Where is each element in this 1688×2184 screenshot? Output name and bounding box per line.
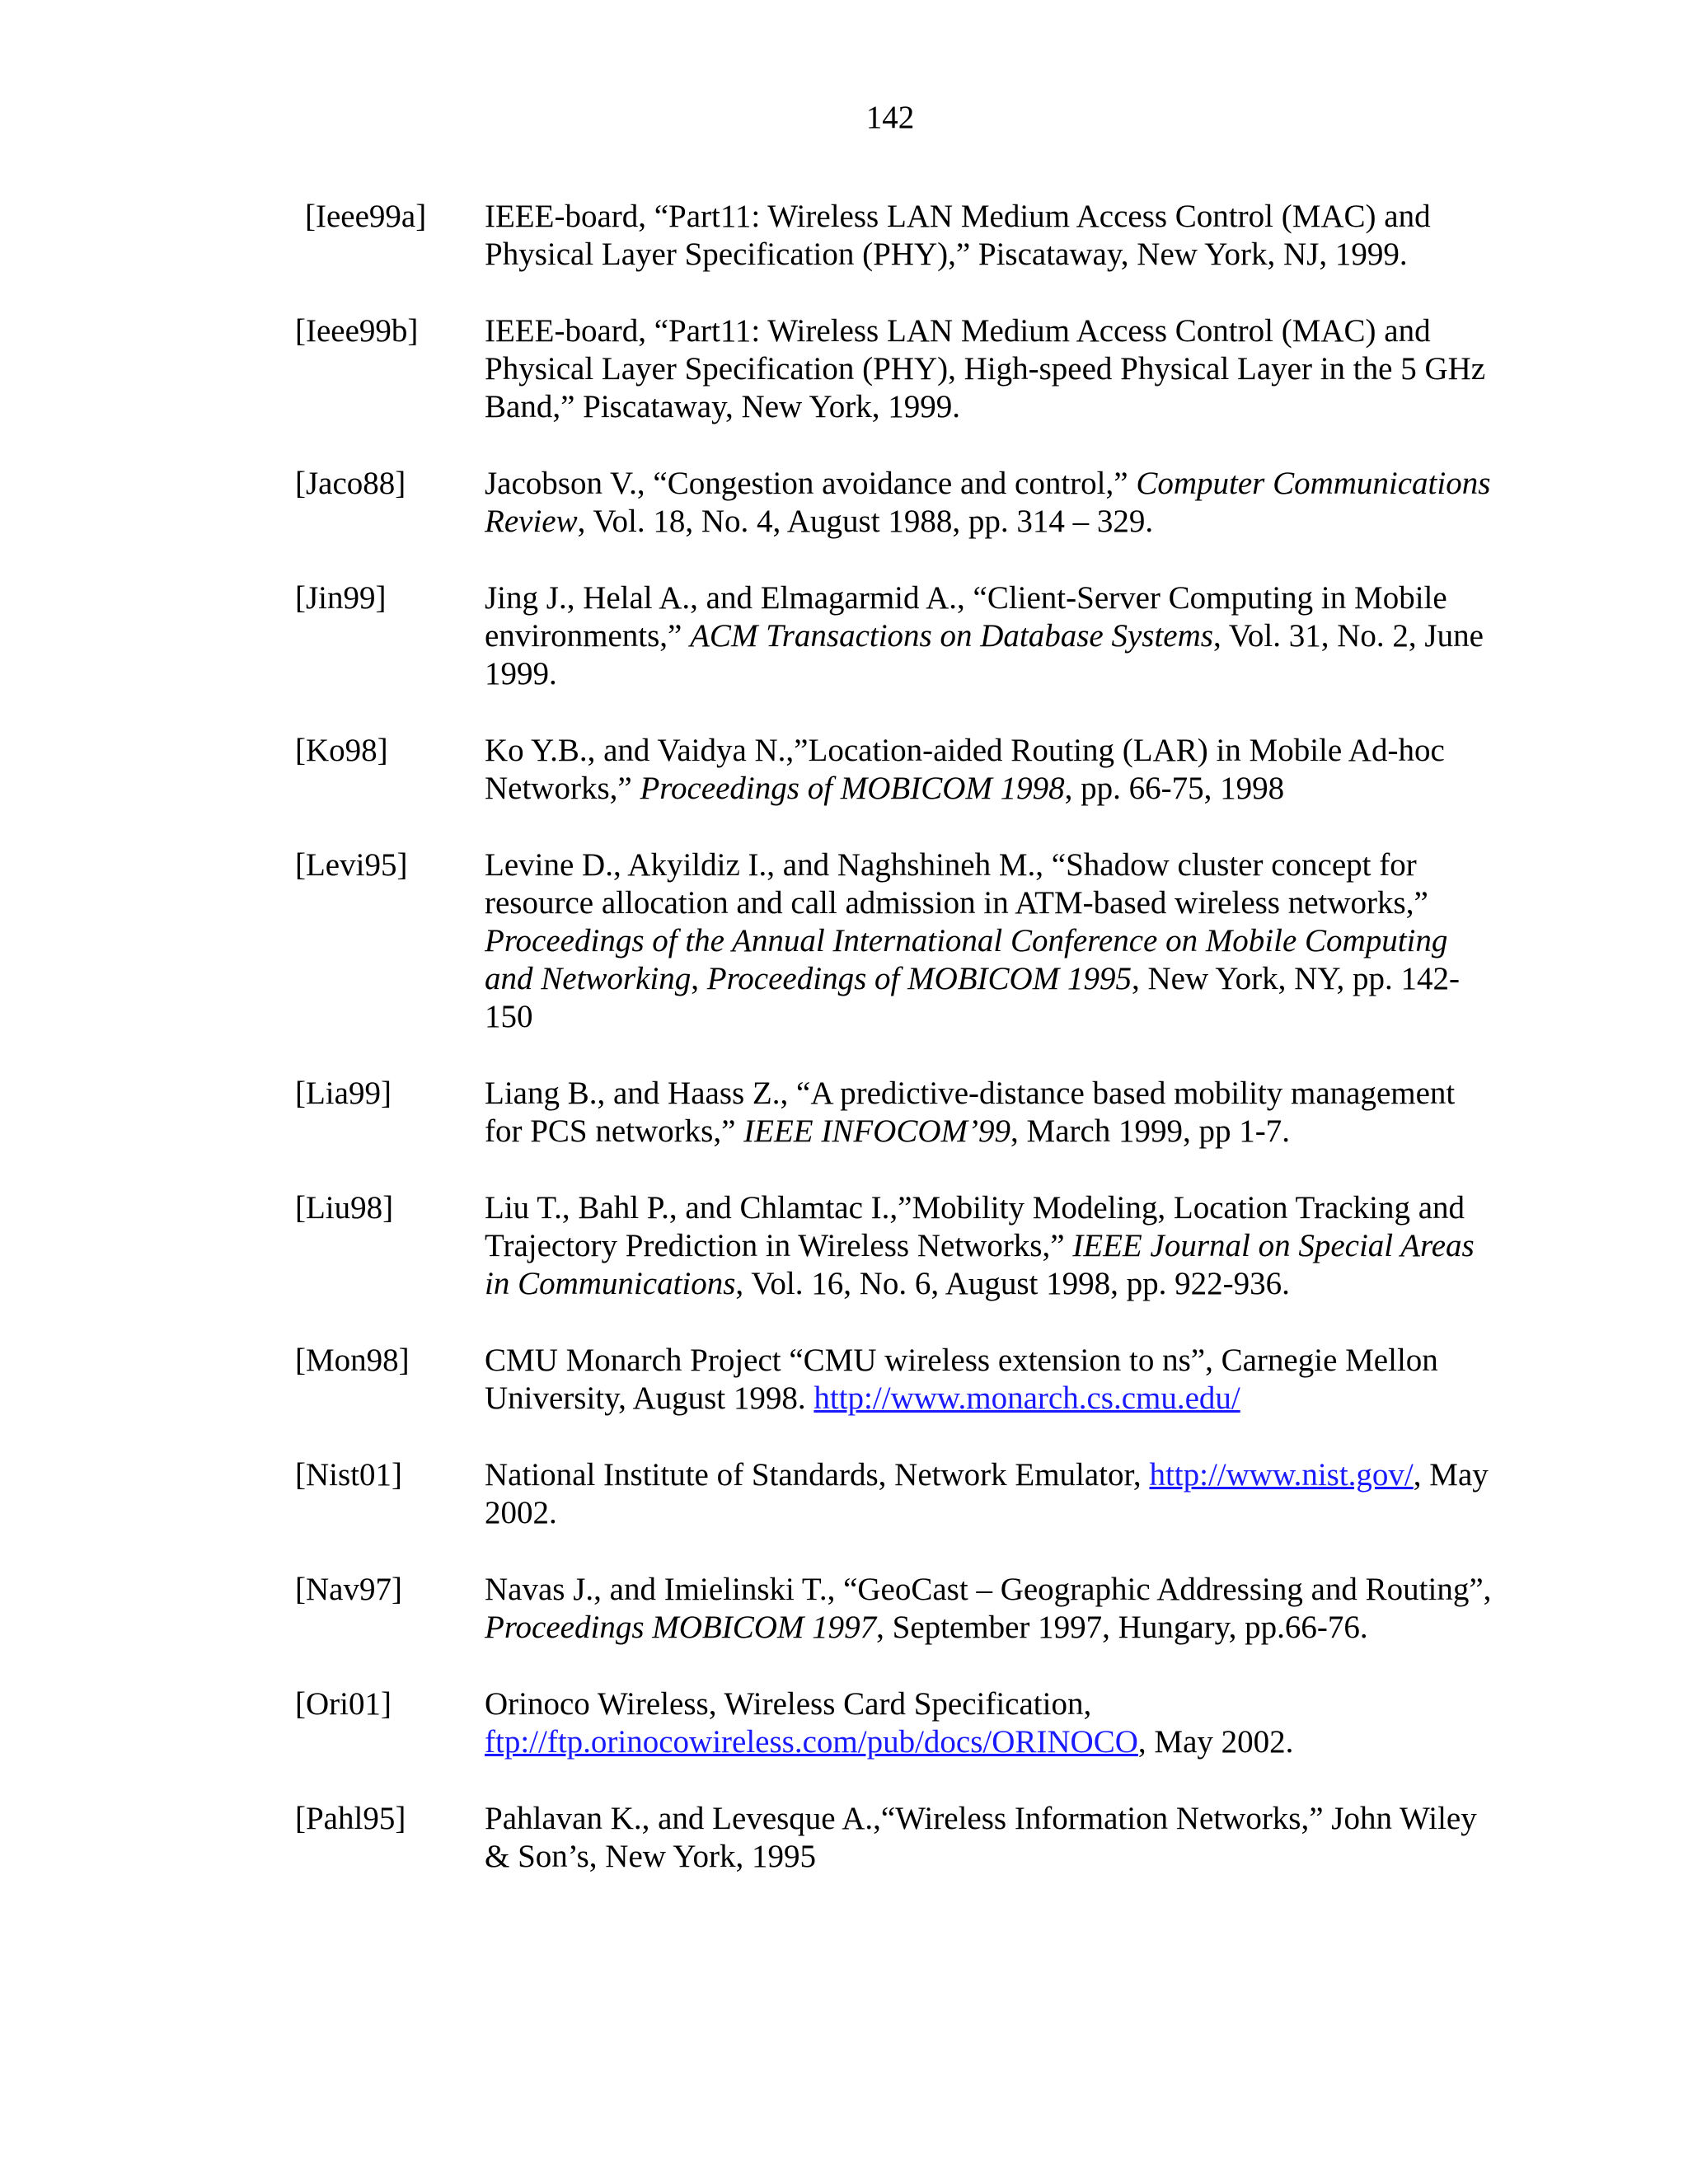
reference-label: [Ieee99b]: [295, 313, 419, 349]
reference-text-segment: Liu T., Bahl P., and Chlamtac I.,”Mobility Modeling, Location Tracking and Trajectory Prediction in Wireless Networks,”: [485, 1190, 1465, 1263]
reference-label: [Lia99]: [295, 1076, 392, 1111]
reference-text-segment: National Institute of Standards, Network Emulator,: [485, 1457, 1150, 1493]
reference-italic-title: Proceedings of MOBICOM 1995: [706, 961, 1132, 996]
reference-text-segment: Levine D., Akyildiz I., and Naghshineh M., “Shadow cluster concept for resource allocation and call admission in ATM-based wireless networks,”: [485, 847, 1428, 921]
reference-entry: [295, 465, 1498, 541]
reference-hyperlink[interactable]: http://www.monarch.cs.cmu.edu/: [814, 1380, 1240, 1416]
reference-entry: [295, 846, 1498, 1036]
reference-text-segment: , March 1999, pp 1-7.: [1010, 1113, 1291, 1149]
reference-entry: [295, 1342, 1498, 1418]
reference-text: [485, 312, 1498, 426]
reference-text: [485, 732, 1498, 808]
reference-text-segment: Ko Y.B., and Vaidya N.,”Location-aided Routing (LAR) in Mobile Ad-hoc Networks,”: [485, 733, 1445, 806]
reference-text-segment: Jing J., Helal A., and Elmagarmid A., “Client-Server Computing in Mobile environments,”: [485, 580, 1447, 654]
reference-label: [Levi95]: [295, 847, 408, 883]
reference-text-segment: IEEE-board, “Part11: Wireless LAN Medium Access Control (MAC) and Physical Layer Specification (PHY),” Piscataway, New York, NJ, 1999.: [485, 199, 1431, 272]
reference-entry: [295, 1571, 1498, 1647]
reference-entry: [295, 579, 1498, 693]
reference-text: [485, 1456, 1498, 1532]
reference-text-segment: IEEE-board, “Part11: Wireless LAN Medium Access Control (MAC) and Physical Layer Specification (PHY), High-speed Physical Layer in the 5 GHz Band,” Piscataway, New York, 1999.: [485, 313, 1486, 424]
reference-text: [485, 846, 1498, 1036]
reference-entry: [295, 1189, 1498, 1303]
reference-text-segment: Liang B., and Haass Z., “A predictive-distance based mobility management for PCS networks,”: [485, 1076, 1456, 1149]
reference-label: [Pahl95]: [295, 1801, 406, 1836]
reference-italic-title: Computer Communications Review: [485, 466, 1491, 539]
reference-list: [295, 198, 1498, 1915]
reference-text: [485, 1189, 1498, 1303]
reference-italic-title: Proceedings MOBICOM 1997: [485, 1610, 877, 1645]
reference-text: [485, 1571, 1498, 1647]
reference-italic-title: IEEE Journal on Special Areas in Communications: [485, 1228, 1475, 1301]
reference-entry: [295, 732, 1498, 808]
reference-label: [Ieee99a]: [305, 199, 427, 234]
reference-text: [485, 1342, 1498, 1418]
reference-label: [Ori01]: [295, 1686, 392, 1722]
reference-italic-title: IEEE INFOCOM’99: [743, 1113, 1011, 1149]
reference-label: [Jin99]: [295, 580, 387, 616]
page-number: 142: [865, 100, 915, 135]
reference-text-segment: Orinoco Wireless, Wireless Card Specification,: [485, 1686, 1092, 1722]
reference-italic-title: Proceedings of MOBICOM 1998: [640, 771, 1065, 806]
reference-text-segment: Jacobson V., “Congestion avoidance and control,”: [485, 466, 1137, 501]
reference-label: [Jaco88]: [295, 466, 406, 501]
reference-text-segment: , New York, NY, pp. 142-150: [485, 961, 1460, 1034]
reference-text-segment: , Vol. 16, No. 6, August 1998, pp. 922-936.: [735, 1266, 1290, 1301]
reference-text-segment: Navas J., and Imielinski T., “GeoCast – Geographic Addressing and Routing”,: [485, 1572, 1492, 1607]
reference-entry: [295, 1075, 1498, 1151]
reference-entry: [295, 1456, 1498, 1532]
reference-text-segment: , Vol. 18, No. 4, August 1988, pp. 314 – 329.: [577, 504, 1154, 539]
reference-text-segment: , Vol. 31, No. 2, June 1999.: [485, 618, 1484, 691]
reference-entry: [295, 312, 1498, 426]
reference-text-segment: , pp. 66-75, 1998: [1064, 771, 1285, 806]
reference-text-segment: , September 1997, Hungary, pp.66-76.: [876, 1610, 1368, 1645]
reference-hyperlink[interactable]: http://www.nist.gov/: [1149, 1457, 1414, 1493]
reference-text: [485, 1685, 1498, 1761]
reference-label: [Nav97]: [295, 1572, 402, 1607]
reference-text: [485, 1800, 1498, 1876]
reference-text-segment: Pahlavan K., and Levesque A.,“Wireless Information Networks,” John Wiley & Son’s, New York, 1995: [485, 1801, 1477, 1874]
reference-label: [Nist01]: [295, 1457, 402, 1493]
reference-text-segment: , May 2002.: [485, 1457, 1489, 1530]
reference-label: [Ko98]: [295, 733, 388, 768]
reference-entry: [295, 198, 1498, 274]
reference-text: [485, 1075, 1498, 1151]
reference-text: [485, 579, 1498, 693]
reference-hyperlink[interactable]: ftp://ftp.orinocowireless.com/pub/docs/ORINOCO: [485, 1724, 1138, 1760]
reference-text-segment: , May 2002.: [1137, 1724, 1294, 1760]
reference-entry: [295, 1685, 1498, 1761]
reference-italic-title: Proceedings of the Annual International Conference on Mobile Computing and Networking: [485, 923, 1448, 996]
reference-text-segment: CMU Monarch Project “CMU wireless extension to ns”, Carnegie Mellon University, August 1998.: [485, 1343, 1438, 1416]
reference-text: [485, 198, 1498, 274]
reference-text-segment: ,: [691, 961, 707, 996]
reference-entry: [295, 1800, 1498, 1876]
reference-label: [Liu98]: [295, 1190, 394, 1226]
reference-italic-title: ACM Transactions on Database Systems: [690, 618, 1213, 654]
reference-label: [Mon98]: [295, 1343, 410, 1378]
reference-text: [485, 465, 1498, 541]
